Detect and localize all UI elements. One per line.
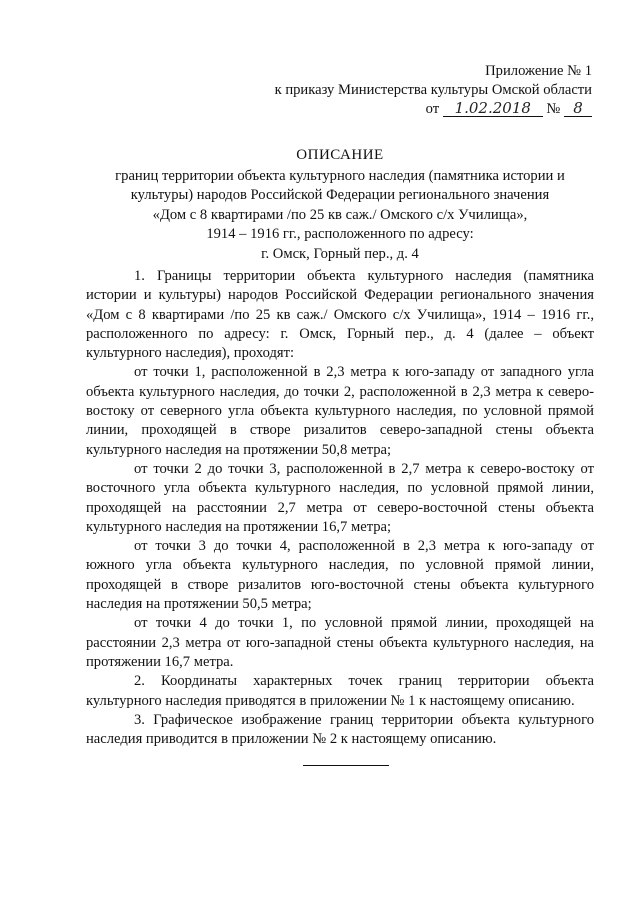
- boundary-segment-1-2: от точки 1, расположенной в 2,3 метра к юго-западу от западного угла объекта культурного наследия, до точки 2, расположенной в 2,3 метра к северо-востоку от северного угла объекта культурного наследия, по условной прямой линии, проходящей в створе ризалитов северо-западной стены объекта культурного наследия на протяжении 50,8 метра;: [86, 364, 594, 458]
- order-reference: к приказу Министерства культуры Омской области: [274, 82, 592, 98]
- order-date-number-line: [275, 100, 592, 119]
- title-line: культуры) народов Российской Федерации регионального значения: [130, 187, 550, 203]
- document-body: [86, 267, 594, 749]
- boundary-segment-4-1: от точки 4 до точки 1, по условной прямой линии, проходящей на расстоянии 2,3 метра от юго-западной стены объекта культурного наследия, на протяжении 16,7 метра.: [86, 615, 594, 670]
- document-title-block: [90, 146, 590, 264]
- handwritten-number: 8: [564, 100, 592, 117]
- paragraph-3: 3. Графическое изображение границ территории объекта культурного наследия приводится в приложении № 2 к настоящему описанию.: [86, 711, 594, 748]
- date-prefix: от: [425, 101, 440, 117]
- number-prefix: №: [546, 101, 561, 117]
- handwritten-date: 1.02.2018: [443, 100, 543, 117]
- appendix-header: [275, 62, 592, 119]
- end-divider: [303, 765, 389, 766]
- title-line: г. Омск, Горный пер., д. 4: [261, 245, 419, 262]
- title-line: 1914 – 1916 гг., расположенного по адресу:: [206, 226, 474, 242]
- document-title: ОПИСАНИЕ: [296, 147, 384, 163]
- title-line: «Дом с 8 квартирами /по 25 кв саж./ Омского с/х Училища»,: [152, 206, 528, 223]
- appendix-number: Приложение № 1: [485, 63, 592, 79]
- paragraph-1: 1. Границы территории объекта культурного наследия (памятника истории и культуры) народов Российской Федерации регионального значения «Дом с 8 квартирами /по 25 кв саж./ Омского с/х Училища», 1914 – 1916 гг., расположенного по адресу: г. Омск, Горный пер., д. 4 (далее – объект культурного наследия), проходят:: [86, 268, 594, 362]
- boundary-segment-2-3: от точки 2 до точки 3, расположенной в 2,7 метра к северо-востоку от восточного угла объекта культурного наследия, по условной прямой линии, проходящей на расстоянии 2,7 метра от северо-восточной стены объекта культурного наследия на протяжении 16,7 метра;: [86, 460, 594, 535]
- title-line: границ территории объекта культурного наследия (памятника истории и: [115, 167, 565, 184]
- paragraph-2: 2. Координаты характерных точек границ территории объекта культурного наследия приводятся в приложении № 1 к настоящему описанию.: [86, 673, 594, 709]
- boundary-segment-3-4: от точки 3 до точки 4, расположенной в 2,3 метра к юго-западу от южного угла объекта культурного наследия, по условной прямой линии, проходящей в створе ризалитов юго-восточной стены объекта культурного наследия на протяжении 50,5 метра;: [86, 538, 594, 613]
